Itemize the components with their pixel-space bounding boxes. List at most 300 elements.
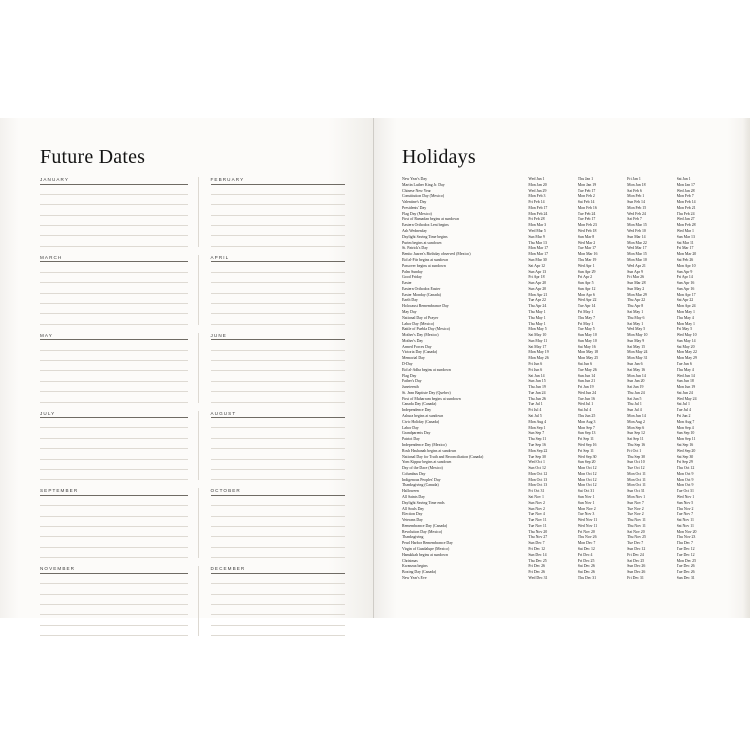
write-in-line[interactable] [211,615,346,625]
holiday-date-year-1: Mon Mar 17 [528,252,549,257]
write-in-line[interactable] [211,195,346,205]
holidays-table-body [402,177,726,582]
holiday-date-year-2: Thu Jun 25 [577,414,596,419]
holiday-date-year-3: Sun May 2 [627,286,645,291]
holiday-date-year-2: Fri Jun 19 [577,385,594,390]
holiday-date-year-2: Sun Nov 1 [577,500,595,505]
write-in-line[interactable] [40,506,188,516]
month-label-november: NOVEMBER [40,566,188,574]
holiday-date-year-3: Mon May 24 [627,350,648,355]
holiday-name: Martin Luther King Jr. Day [402,182,445,187]
write-in-line[interactable] [211,185,346,195]
holiday-name: Pearl Harbor Remembrance Day [402,541,453,546]
holiday-name: Independence Day [402,408,432,413]
holiday-date-year-4: Mon May 1 [676,309,695,314]
write-in-line[interactable] [211,548,346,558]
holiday-name: Canada Day (Canada) [402,402,437,407]
write-in-line[interactable] [40,626,188,636]
holiday-date-year-3: Sun Nov 7 [627,500,644,505]
holiday-date-year-4: Sun Dec 31 [676,575,695,580]
holiday-date-year-1: Mon May 19 [528,350,549,355]
holiday-date-year-3: Thu Apr 8 [627,304,644,309]
write-in-line[interactable] [211,236,346,246]
holiday-date-year-1: Fri Dec 26 [528,570,545,575]
holiday-name: D-Day [402,362,413,366]
holiday-date-year-1: Thu Nov 27 [528,535,548,540]
holiday-date-year-3: Sat Jun 19 [627,385,644,390]
write-in-lines[interactable] [40,496,188,558]
holiday-name: Juneteenth [402,385,419,390]
holiday-date-year-4: Thu Oct 12 [676,466,695,471]
holiday-date-year-1: Sun Apr 13 [528,269,547,274]
holiday-name: Civic Holiday (Canada) [402,419,440,424]
holiday-name: Battle of Puebla Day (Mexico) [402,327,450,332]
write-in-line[interactable] [40,262,188,272]
holiday-date-year-3: Sun Apr 9 [627,269,643,274]
month-label-december: DECEMBER [211,566,346,574]
holiday-date-year-2: Wed Sep 30 [577,454,597,459]
holiday-date-year-4: Sat Mar 11 [676,240,694,245]
holiday-date-year-3: Fri Jan 1 [627,177,641,181]
write-in-lines[interactable] [40,185,188,247]
write-in-lines[interactable] [40,262,188,324]
holiday-date-year-1: Fri Apr 18 [528,275,545,280]
write-in-lines[interactable] [211,262,346,324]
month-label-august: AUGUST [211,411,346,419]
write-in-line[interactable] [211,273,346,283]
holiday-date-year-2: Sat May 16 [577,344,596,349]
write-in-line[interactable] [40,615,188,625]
holiday-date-year-2: Fri Nov 20 [577,529,595,534]
holiday-date-year-2: Tue Apr 14 [577,304,596,309]
write-in-line[interactable] [211,304,346,314]
holiday-date-year-4: Sat Jan 1 [676,177,691,181]
month-label-september: SEPTEMBER [40,488,188,496]
write-in-line[interactable] [40,216,188,226]
write-in-line[interactable] [40,517,188,527]
holiday-date-year-2: Sat Feb 14 [577,200,595,205]
holiday-date-year-4: Sat Feb 26 [676,257,694,262]
holiday-date-year-4: Mon Oct 9 [676,483,694,488]
holiday-date-year-2: Mon Feb 2 [577,194,595,199]
holiday-date-year-3: Mon Oct 11 [627,477,646,482]
holiday-date-year-4: Mon Jan 17 [676,182,695,187]
holiday-date-year-3: Mon May 31 [627,356,648,361]
holiday-date-year-2: Mon Aug 3 [577,419,596,424]
holiday-date-year-1: Thu Mar 13 [528,240,547,245]
holiday-date-year-4: Mon Oct 9 [676,471,694,476]
write-in-line[interactable] [211,470,346,480]
write-in-line[interactable] [211,382,346,392]
write-in-lines[interactable] [211,574,346,636]
holiday-date-year-2: Mon Oct 12 [577,483,597,488]
holiday-date-year-2: Thu Jan 1 [577,177,594,181]
write-in-line[interactable] [211,361,346,371]
write-in-line[interactable] [40,496,188,506]
write-in-line[interactable] [211,496,346,506]
holiday-date-year-1: Wed Dec 31 [528,575,548,580]
holiday-date-year-3: Thu Jun 24 [627,390,645,395]
write-in-line[interactable] [40,314,188,324]
holiday-date-year-4: Wed Sep 20 [676,448,696,453]
holiday-date-year-3: Thu Apr 22 [627,298,646,303]
holiday-name: Grandparents Day [402,431,431,436]
holiday-date-year-1: Thu Jun 19 [528,385,546,390]
holiday-date-year-4: Wed Jan 27 [676,217,695,222]
holiday-date-year-2: Mon Oct 12 [577,466,597,471]
holiday-date-year-2: Mon Oct 12 [577,471,597,476]
holiday-name: Eid al-Adha begins at sundown [402,367,451,372]
holiday-name: Eastern Orthodox Lent begins [402,223,449,228]
holiday-date-year-2: Fri Sep 11 [577,448,594,453]
holiday-name: Ash Wednesday [402,229,428,234]
holiday-date-year-3: Thu Nov 25 [627,535,646,540]
write-in-line[interactable] [40,537,188,547]
write-in-line[interactable] [40,294,188,304]
write-in-line[interactable] [40,283,188,293]
holiday-date-year-3: Mon Jun 14 [627,414,646,419]
holiday-name: Columbus Day [402,471,426,476]
holiday-date-year-2: Mon May 25 [577,356,599,361]
write-in-line[interactable] [40,361,188,371]
holiday-date-year-4: Mon May 22 [676,350,697,355]
holiday-date-year-3: Mon Nov 1 [627,494,646,499]
holiday-date-year-2: Fri Sep 11 [577,437,594,442]
write-in-line[interactable] [211,340,346,350]
holiday-name: Victoria Day (Canada) [402,350,438,355]
holiday-date-year-4: Sat Jul 1 [676,402,690,407]
write-in-lines[interactable] [211,185,346,247]
holiday-date-year-2: Tue May 26 [577,367,597,372]
write-in-line[interactable] [211,584,346,594]
holiday-date-year-4: Mon Feb 7 [676,194,694,199]
holiday-date-year-2: Sun Jun 21 [577,379,596,384]
holiday-date-year-2: Wed Mar 2 [577,240,596,245]
holiday-date-year-4: Mon Apr 17 [676,292,696,297]
write-in-line[interactable] [211,626,346,636]
holiday-date-year-1: Mon Feb 24 [528,211,548,216]
holiday-date-year-2: Thu Nov 26 [577,535,597,540]
holiday-date-year-3: Sun Mar 28 [627,281,646,286]
write-in-line[interactable] [211,283,346,293]
holiday-date-year-4: Thu May 4 [676,367,694,372]
holiday-date-year-2: Sun Apr 5 [577,281,594,286]
holiday-date-year-1: Sun Dec 7 [528,541,545,546]
holiday-date-year-3: Tue Dec 7 [627,541,644,546]
holiday-date-year-1: Thu Jun 26 [528,396,546,401]
write-in-line[interactable] [40,340,188,350]
holiday-date-year-1: Thu Apr 24 [528,304,547,309]
holiday-date-year-4: Mon May 1 [676,321,695,326]
holiday-date-year-3: Fri Oct 1 [627,448,642,453]
write-in-line[interactable] [211,205,346,215]
holiday-date-year-3: Mon Mar 15 [627,223,647,228]
holiday-name: National Day of Prayer [402,315,439,320]
table-row [402,576,726,582]
holiday-date-year-2: Sat Jul 4 [577,408,592,413]
write-in-line[interactable] [40,205,188,215]
holiday-name: Thanksgiving (Canada) [402,483,439,488]
write-in-line[interactable] [40,470,188,480]
write-in-line[interactable] [40,382,188,392]
holiday-date-year-3: Mon Sep 6 [627,425,645,430]
holiday-date-year-4: Mon Sep 4 [676,425,694,430]
holiday-date-year-3: Sat Sep 11 [627,437,644,442]
holiday-name: Virgin of Guadalupe (Mexico) [402,547,450,551]
future-dates-month-block [198,255,356,325]
holiday-date-year-3: Sun Dec 12 [627,547,646,551]
holiday-date-year-3: Sun Jul 4 [627,408,642,413]
holiday-date-year-2: Sun Apr 29 [577,269,596,274]
holiday-date-year-3: Sun Feb 14 [627,200,645,205]
holiday-date-year-4: Tue Nov 7 [676,512,694,517]
write-in-line[interactable] [40,428,188,438]
holiday-date-year-3: Mon Mar 29 [627,292,647,297]
write-in-line[interactable] [40,595,188,605]
holiday-name: Hanukkah begins at sundown [402,552,448,557]
holiday-date-year-4: Tue Oct 31 [676,489,694,494]
holiday-date-year-1: Sat Jun 14 [528,373,545,378]
holiday-date-year-1: Thu May 1 [528,315,546,320]
holiday-date-year-3: Thu Jul 1 [627,402,642,407]
write-in-line[interactable] [211,351,346,361]
holiday-date-year-4: Thu Feb 24 [676,211,695,216]
holiday-date-year-4: Thu Nov 23 [676,535,696,540]
write-in-lines[interactable] [40,574,188,636]
holiday-date-year-1: Sun Apr 20 [528,286,547,291]
write-in-line[interactable] [40,392,188,402]
holiday-date-year-1: Sun Nov 2 [528,500,546,505]
write-in-line[interactable] [40,351,188,361]
write-in-line[interactable] [40,584,188,594]
holiday-name: All Saints Day [402,494,425,499]
holiday-date-year-1: Sat Jul 5 [528,414,542,419]
write-in-line[interactable] [40,449,188,459]
holiday-date-year-1: Sun May 11 [528,338,548,343]
write-in-line[interactable] [211,294,346,304]
holiday-name: St. Patrick's Day [402,246,428,251]
holiday-date-year-1: Fri Feb 14 [528,200,545,205]
holiday-date-year-1: Thu Sep 11 [528,437,547,442]
holiday-date-year-3: Sun Sep 12 [627,431,645,436]
holiday-date-year-2: Tue Jun 16 [577,396,595,401]
holiday-date-year-2: Sun Mar 8 [577,234,595,239]
page-edge-right [743,118,750,618]
holiday-date-year-2: Wed Jun 24 [577,390,597,395]
holiday-date-year-4: Mon Feb 28 [676,223,696,228]
write-in-line[interactable] [40,548,188,558]
holiday-date-year-4: Tue Dec 26 [676,564,695,569]
holiday-date-year-2: Wed Nov 11 [577,518,598,523]
write-in-line[interactable] [40,304,188,314]
holiday-date-year-3: Sat May 1 [627,309,644,314]
holiday-date-year-4: Wed Mar 1 [676,229,694,234]
holiday-date-year-3: Wed Apr 21 [627,263,646,268]
holiday-date-year-2: Fri May 1 [577,309,594,314]
write-in-lines[interactable] [211,340,346,402]
holiday-date-year-4: Mon Oct 9 [676,477,694,482]
holiday-date-year-1: Wed Mar 5 [528,229,546,234]
holiday-date-year-1: Tue Nov 11 [528,518,547,523]
page-title-holidays: Holidays [402,146,476,168]
holiday-date-year-1: Sun Jun 15 [528,379,546,384]
holiday-name: Yom Kippur begins at sundown [402,460,452,465]
write-in-line[interactable] [211,527,346,537]
holiday-name: Daylight Saving Time ends [402,500,445,505]
holiday-date-year-3: Sun Jun 20 [627,379,645,384]
write-in-lines[interactable] [211,496,346,558]
holiday-date-year-1: Mon Feb 17 [528,205,548,210]
holiday-date-year-3: Fri Dec 31 [627,575,644,580]
holiday-date-year-1: Wed Jan 29 [528,188,547,193]
holiday-name: Eastern Orthodox Easter [402,286,441,291]
write-in-lines[interactable] [40,340,188,402]
holiday-name: Boxing Day (Canada) [402,570,437,575]
holiday-date-year-4: Wed Jan 28 [676,188,695,193]
write-in-line[interactable] [211,226,346,236]
write-in-line[interactable] [211,517,346,527]
write-in-line[interactable] [211,595,346,605]
write-in-line[interactable] [211,314,346,324]
holiday-date-year-4: Thu May 4 [676,315,694,320]
holiday-date-year-3: Sun Jun 6 [627,362,643,366]
holiday-date-year-1: Mon May 26 [528,356,549,361]
holiday-date-year-1: Thu May 1 [528,321,546,326]
write-in-line[interactable] [211,392,346,402]
write-in-line[interactable] [40,439,188,449]
holiday-name: Easter Monday (Canada) [402,292,441,297]
holiday-date-year-1: Sat Nov 1 [528,494,544,499]
holiday-date-year-1: Sun Apr 20 [528,281,547,286]
write-in-line[interactable] [211,537,346,547]
month-label-march: MARCH [40,255,188,263]
write-in-line[interactable] [40,605,188,615]
page-title-future-dates: Future Dates [40,146,146,168]
write-in-line[interactable] [211,449,346,459]
holiday-date-year-2: Wed Sep 16 [577,442,597,447]
holiday-date-year-4: Fri Apr 14 [676,275,693,280]
holidays-table [402,177,726,582]
holiday-date-year-4: Fri Sep 29 [676,460,693,465]
holiday-date-year-1: Tue Apr 22 [528,298,546,303]
write-in-line[interactable] [40,273,188,283]
holiday-date-year-4: Thu Dec 7 [676,541,693,546]
write-in-line[interactable] [40,226,188,236]
future-dates-month-block [198,411,356,481]
holiday-date-year-1: Fri Dec 12 [528,547,545,551]
holiday-date-year-2: Mon Mar 16 [577,252,598,257]
holiday-date-year-3: Wed Feb 10 [627,229,646,234]
write-in-line[interactable] [40,574,188,584]
write-in-lines[interactable] [40,418,188,480]
write-in-line[interactable] [40,185,188,195]
holiday-date-year-2: Wed Nov 11 [577,523,598,528]
holiday-name: Earth Day [402,298,418,303]
holiday-date-year-2: Tue Nov 3 [577,512,595,517]
write-in-line[interactable] [211,262,346,272]
holiday-date-year-2: Mon Jan 19 [577,182,597,187]
holiday-date-year-3: Sun Mar 14 [627,234,646,239]
write-in-lines[interactable] [211,418,346,480]
holiday-name: Constitution Day (Mexico) [402,194,445,199]
holiday-date-year-4: Mon Sep 11 [676,437,696,442]
write-in-line[interactable] [211,371,346,381]
holiday-date-year-2: Mon Dec 7 [577,541,596,546]
holiday-date-year-4: Mon Mar 20 [676,252,697,257]
holiday-name: Labor Day (Mexico) [402,321,435,326]
holiday-name: Revolution Day (Mexico) [402,529,443,534]
write-in-line[interactable] [211,574,346,584]
write-in-line[interactable] [40,195,188,205]
holiday-date-year-1: Fri Jun 6 [528,362,543,366]
write-in-line[interactable] [40,236,188,246]
holiday-name: Labor Day [402,425,419,430]
holiday-date-year-2: Thu May 7 [577,315,596,320]
holiday-date-year-4: Fri Mar 17 [676,246,694,251]
holiday-name: Armed Forces Day [402,344,432,349]
holiday-name: Flag Day [402,373,417,378]
holiday-date-year-4: Sat Jun 24 [676,390,693,395]
holiday-date-year-1: Mon Mar 3 [528,223,547,228]
write-in-line[interactable] [211,439,346,449]
write-in-line[interactable] [40,371,188,381]
write-in-line[interactable] [211,506,346,516]
holiday-date-year-3: Sat Feb 6 [627,188,642,193]
month-label-april: APRIL [211,255,346,263]
write-in-line[interactable] [40,418,188,428]
future-dates-month-block [40,177,198,247]
holiday-date-year-4: Mon Aug 7 [676,419,695,424]
holiday-name: Benito Juarez's Birthday observed (Mexico) [402,252,471,257]
holiday-name: Holocaust Remembrance Day [402,304,449,309]
holiday-name: National Day for Truth and Reconciliation (Canada) [402,454,484,459]
holiday-date-year-4: Wed May 24 [676,396,697,401]
write-in-line[interactable] [211,428,346,438]
write-in-line[interactable] [40,527,188,537]
holiday-date-year-4: Sun May 14 [676,338,696,343]
holiday-date-year-1: Tue Nov 11 [528,523,547,528]
holiday-date-year-4: Mon Apr 24 [676,304,696,309]
holiday-date-year-3: Sun Dec 26 [627,564,646,569]
holiday-date-year-3: Thu Sep 16 [627,442,646,447]
write-in-line[interactable] [211,418,346,428]
holiday-date-year-2: Sat Dec 26 [577,564,595,569]
write-in-line[interactable] [211,216,346,226]
holiday-date-year-2: Fri May 1 [577,321,594,326]
holiday-date-year-1: Wed Oct 1 [528,460,545,465]
holiday-name: Indigenous Peoples' Day [402,477,441,482]
holiday-name: Election Day [402,512,423,517]
holiday-name: Independence Day (Mexico) [402,442,447,447]
holiday-name: Memorial Day [402,356,425,361]
holiday-date-year-2: Sun Nov 1 [577,494,595,499]
holiday-date-year-2: Fri Dec 4 [577,552,593,557]
holiday-date-year-3: Mon Mar 15 [627,252,647,257]
holiday-date-year-1: Tue Jul 1 [528,402,543,407]
write-in-line[interactable] [211,605,346,615]
month-label-october: OCTOBER [211,488,346,496]
write-in-line[interactable] [40,460,188,470]
holiday-date-year-2: Sun Sep 13 [577,431,596,436]
holiday-date-year-1: Mon Jan 20 [528,182,547,187]
holiday-date-year-1: Mon May 5 [528,327,547,332]
holiday-name: Good Friday [402,275,422,280]
holiday-name: New Year's Day [402,177,428,181]
holiday-name: Chinese New Year [402,188,431,193]
holiday-date-year-2: Tue Feb 17 [577,217,596,222]
write-in-line[interactable] [211,460,346,470]
holiday-date-year-1: Fri Jun 6 [528,367,543,372]
